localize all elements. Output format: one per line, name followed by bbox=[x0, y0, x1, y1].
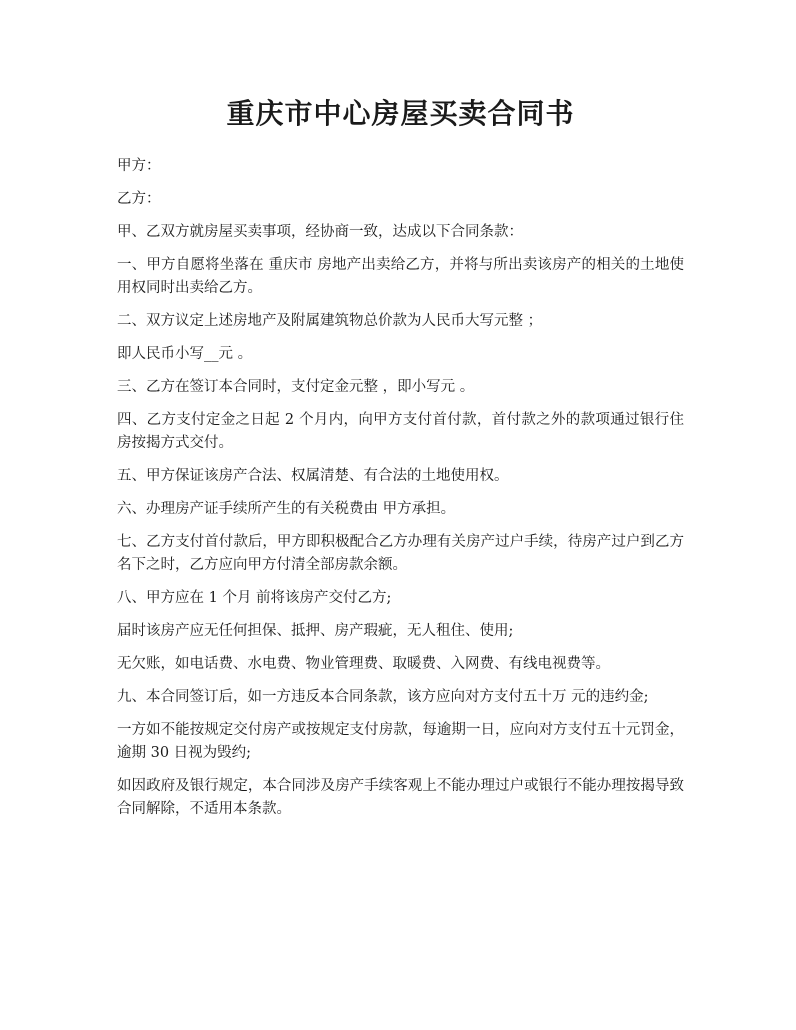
clause-8-arrears: 无欠账，如电话费、水电费、物业管理费、取暖费、入网费、有线电视费等。 bbox=[117, 656, 610, 672]
clause-6: 六、办理房产证手续所产生的有关税费由 甲方承担。 bbox=[117, 501, 456, 517]
clause-3: 三、乙方在签订本合同时，支付定金元整 ，即小写元 。 bbox=[117, 379, 475, 395]
clause-2: 二、双方议定上述房地产及附属建筑物总价款为人民币大写元整 ； bbox=[117, 313, 543, 329]
document-title: 重庆市中心房屋买卖合同书 bbox=[226, 97, 575, 130]
preamble-paragraph: 甲、乙双方就房屋买卖事项，经协商一致，达成以下合同条款： bbox=[117, 224, 523, 240]
clause-4: 四、乙方支付定金之日起 2 个月内，向甲方支付首付款，首付款之外的款项通过银行住房按揭方式交付。 bbox=[117, 412, 684, 451]
party-a-line: 甲方： bbox=[117, 158, 161, 174]
clause-9-penalty: 一方如不能按规定交付房产或按规定支付房款，每逾期一日，应向对方支付五十元罚金，逾期 30 日视为毁约; bbox=[117, 722, 684, 761]
clause-2-amount: 即人民币小写__元 。 bbox=[117, 346, 253, 362]
clause-9: 九、本合同签订后，如一方违反本合同条款，该方应向对方支付五十万 元的违约金; bbox=[117, 689, 649, 705]
clause-5: 五、甲方保证该房产合法、权属清楚、有合法的土地使用权。 bbox=[117, 468, 509, 484]
clause-7: 七、乙方支付首付款后，甲方即积极配合乙方办理有关房产过户手续，待房产过户到乙方名下之时，乙方应向甲方付清全部房款余额。 bbox=[117, 534, 684, 573]
clause-1: 一、甲方自愿将坐落在 重庆市 房地产出卖给乙方，并将与所出卖该房产的相关的土地使用权同时出卖给乙方。 bbox=[117, 257, 684, 296]
clause-8: 八、甲方应在 1 个月 前将该房产交付乙方; bbox=[117, 590, 392, 606]
clause-8-condition: 届时该房产应无任何担保、抵押、房产瑕疵，无人租住、使用; bbox=[117, 623, 514, 639]
party-b-line: 乙方： bbox=[117, 191, 161, 207]
clause-9-exception: 如因政府及银行规定，本合同涉及房产手续客观上不能办理过户或银行不能办理按揭导致合同解除，不适用本条款。 bbox=[117, 778, 684, 817]
